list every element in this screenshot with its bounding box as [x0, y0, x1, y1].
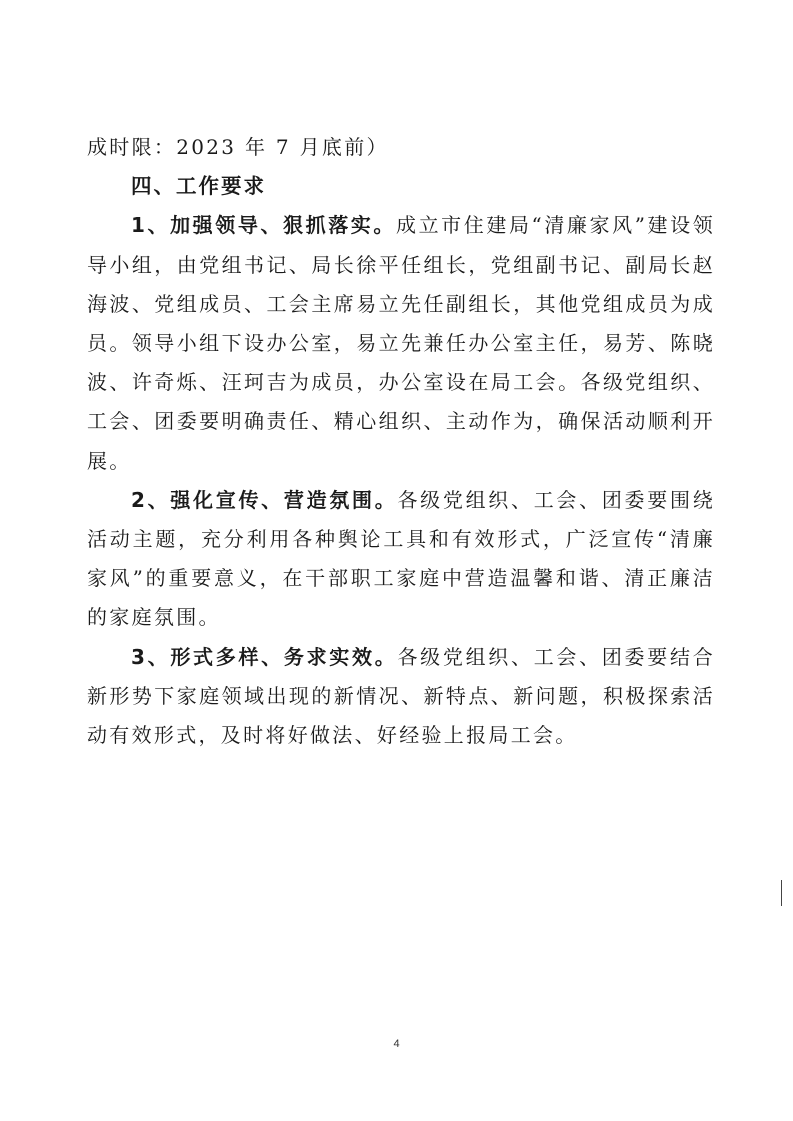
requirement-item-2-body: 各级党组织、工会、团委要围绕活动主题，充分利用各种舆论工具和有效形式，广泛宣传“清廉家风”的重要意义，在干部职工家庭中营造温馨和谐、清正廉洁的家庭氛围。: [87, 487, 715, 630]
requirement-item-3: [87, 638, 715, 756]
requirement-item-1: [87, 206, 715, 480]
requirement-item-2: [87, 481, 715, 638]
page-number: 4: [393, 1038, 400, 1050]
requirement-item-1-body: 成立市住建局“清廉家风”建设领导小组，由党组书记、局长徐平任组长，党组副书记、副局长赵海波、党组成员、工会主席易立先任副组长，其他党组成员为成员。领导小组下设办公室，易立先兼任办公室主任，易芳、陈晓波、许奇烁、汪珂吉为成员，办公室设在局工会。各级党组织、工会、团委要明确责任、精心组织、主动作为，确保活动顺利开展。: [87, 213, 715, 473]
continuation-text: 成时限：2023 年 7 月底前）: [87, 135, 389, 159]
requirement-item-3-lead: 3、形式多样、务求实效。: [131, 644, 398, 669]
requirement-item-1-lead: 1、加强领导、狠抓落实。: [131, 213, 396, 238]
section-heading: 四、工作要求: [131, 174, 266, 199]
requirement-item-3-body: 各级党组织、工会、团委要结合新形势下家庭领域出现的新情况、新特点、新问题，积极探索活动有效形式，及时将好做法、好经验上报局工会。: [87, 644, 715, 748]
scan-edge-mark: [781, 880, 782, 906]
requirement-item-2-lead: 2、强化宣传、营造氛围。: [131, 487, 398, 512]
document-body: [87, 128, 715, 755]
